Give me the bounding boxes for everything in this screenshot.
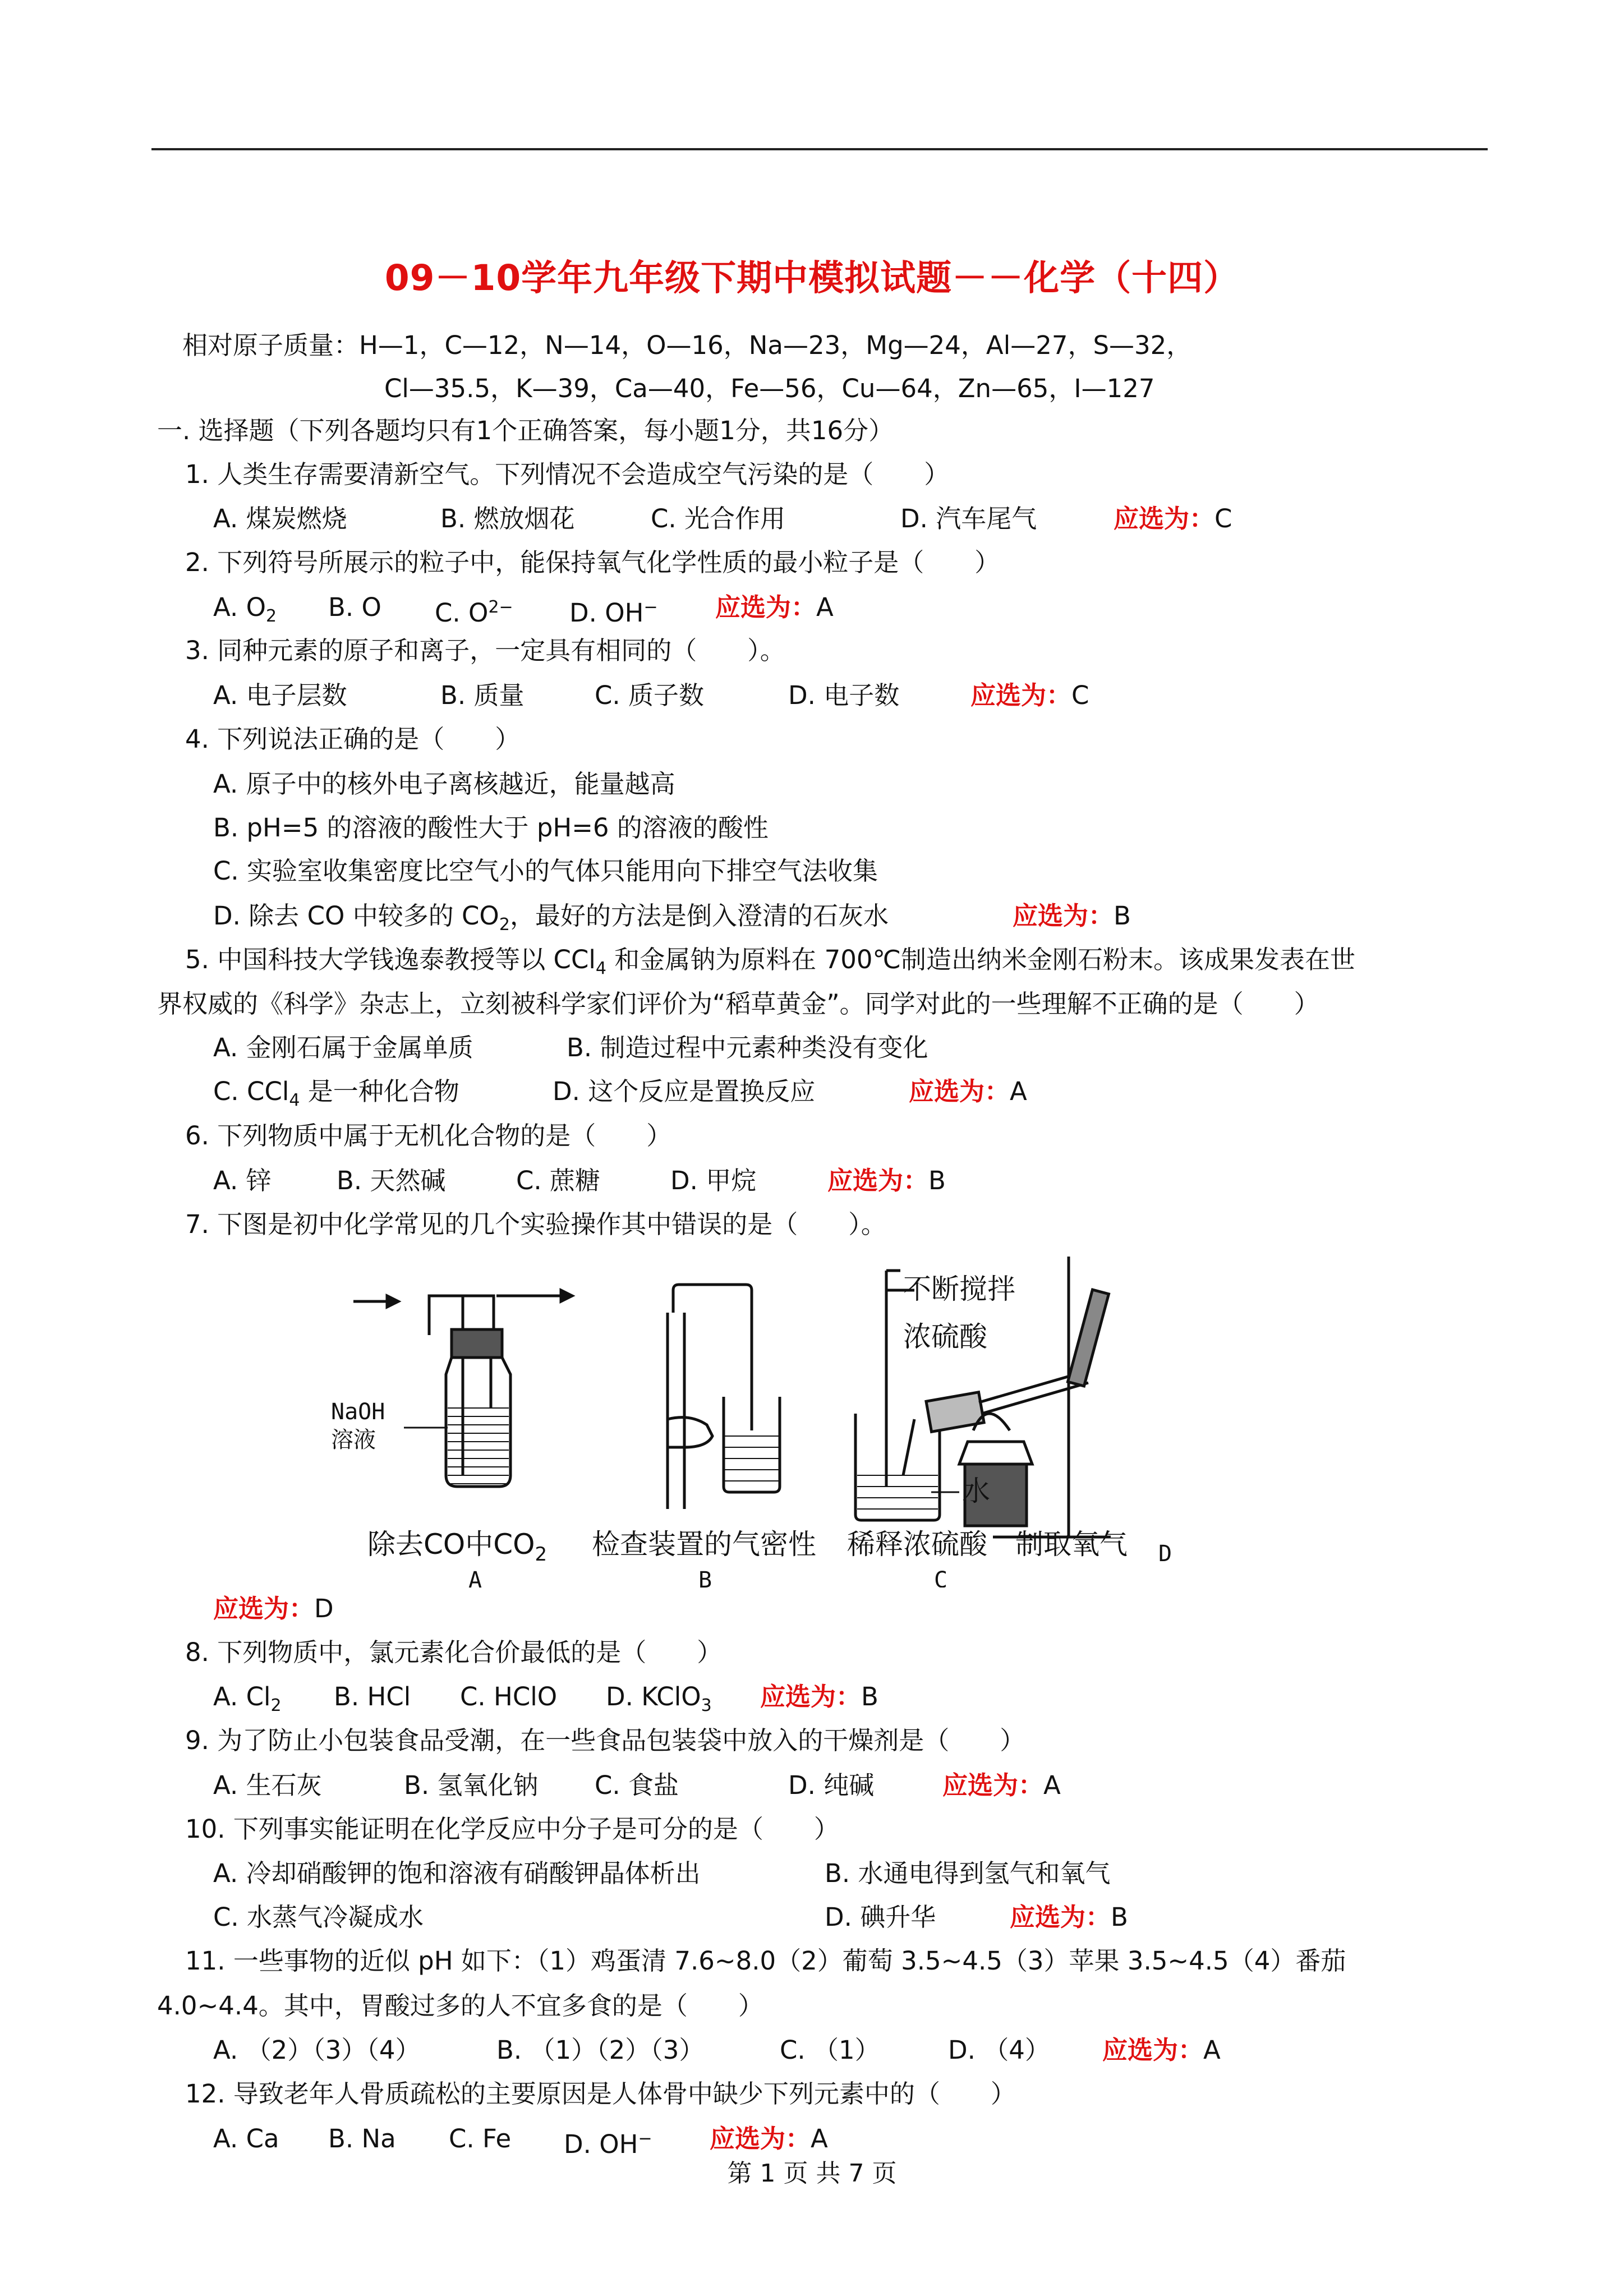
answer-label: 应选为： — [1114, 504, 1215, 533]
experiment-illustration — [320, 1251, 1139, 1588]
q2-c-text: C. O — [435, 598, 489, 628]
q10-answer — [1010, 1902, 1128, 1933]
answer-value: D — [314, 1594, 334, 1623]
apparatus-b-airtightness — [668, 1285, 780, 1509]
q5-c-post: 是一种化合物 — [300, 1076, 459, 1106]
q6-answer — [827, 1165, 946, 1197]
q4-answer — [1013, 900, 1131, 932]
q11-option-a: A. （2）（3）（4） — [213, 2035, 421, 2065]
answer-value: A — [1010, 1076, 1027, 1106]
q8-d-text: D. KClO — [606, 1682, 701, 1711]
answer-label: 应选为： — [715, 592, 817, 622]
experiment-figure — [320, 1251, 1139, 1588]
q3-answer — [970, 680, 1089, 711]
letter-a: A — [468, 1567, 482, 1588]
q8-d-sub: 3 — [701, 1696, 712, 1715]
answer-label: 应选为： — [1010, 1902, 1111, 1932]
answer-value: B — [861, 1682, 878, 1711]
letter-c: C — [934, 1567, 948, 1588]
q8-option-a — [213, 1681, 282, 1722]
q8-option-b: B. HCl — [334, 1682, 411, 1711]
q2-option-c — [435, 592, 513, 629]
q1-answer — [1114, 503, 1232, 535]
q5-option-d: D. 这个反应是置换反应 — [553, 1076, 816, 1106]
q1-option-c: C. 光合作用 — [651, 504, 786, 533]
answer-value: C — [1071, 680, 1089, 710]
q7-answer — [213, 1593, 334, 1625]
q2-option-d — [569, 592, 658, 629]
q4-option-d — [213, 900, 889, 941]
q11-option-d: D. （4） — [948, 2035, 1050, 2065]
page-title: 09－10学年九年级下期中模拟试题－－化学（十四） — [384, 257, 1240, 298]
answer-label: 应选为： — [213, 1594, 315, 1623]
q2-d-sup: − — [643, 597, 658, 617]
question-2-stem: 2. 下列符号所展示的粒子中，能保持氧气化学性质的最小粒子是（ ） — [185, 547, 1000, 577]
question-1-stem: 1. 人类生存需要清新空气。下列情况不会造成空气污染的是（ ） — [185, 459, 950, 489]
q2-option-b: B. O — [328, 592, 381, 622]
stir-label: 不断搅拌 — [903, 1273, 1015, 1305]
answer-label: 应选为： — [710, 2124, 811, 2154]
answer-value: A — [816, 592, 834, 622]
question-10-stem: 10. 下列事实能证明在化学反应中分子是可分的是（ ） — [185, 1814, 839, 1844]
answer-label: 应选为： — [942, 1770, 1044, 1800]
page-footer: 第 1 页 共 7 页 — [727, 2159, 897, 2188]
question-6-stem: 6. 下列物质中属于无机化合物的是（ ） — [185, 1121, 672, 1151]
letter-b: B — [698, 1567, 712, 1588]
answer-value: B — [1114, 901, 1131, 931]
atomic-mass-line-1: 相对原子质量：H—1，C—12，N—14，O—16，Na—23，Mg—24，Al—27，S—32， — [182, 330, 1192, 360]
q5-c-pre: C. CCl — [213, 1076, 289, 1106]
header-rule — [151, 148, 1488, 150]
q8-answer — [760, 1681, 878, 1713]
question-5-stem-line-1 — [185, 944, 1355, 984]
q2-c-sup: 2− — [488, 597, 513, 617]
q5-option-c — [213, 1076, 459, 1116]
letter-d-caption: D — [1158, 1541, 1172, 1567]
answer-value: B — [1111, 1902, 1128, 1932]
q9-option-a: A. 生石灰 — [213, 1770, 322, 1800]
acid-label: 浓硫酸 — [903, 1320, 987, 1353]
question-12-stem: 12. 导致老年人骨质疏松的主要原因是人体骨中缺少下列元素中的（ ） — [185, 2079, 1016, 2109]
water-label: 水 — [962, 1475, 990, 1507]
q11-answer — [1102, 2035, 1221, 2066]
answer-value: A — [1203, 2035, 1221, 2065]
q4-d-sub: 2 — [499, 915, 510, 935]
answer-value: B — [928, 1166, 946, 1195]
question-11-stem-line-1: 11. 一些事物的近似 pH 如下：（1）鸡蛋清 7.6~8.0（2）葡萄 3.5~4.5（3）苹果 3.5~4.5（4）番茄 — [185, 1946, 1346, 1976]
q5-option-b: B. 制造过程中元素种类没有变化 — [567, 1033, 928, 1062]
q8-option-d — [606, 1681, 712, 1722]
q6-option-d: D. 甲烷 — [670, 1166, 757, 1195]
caption-a-sub: 2 — [535, 1543, 548, 1566]
q6-option-b: B. 天然碱 — [337, 1166, 446, 1195]
question-5-stem-line-2: 界权威的《科学》杂志上，立刻被科学家们评价为“稻草黄金”。同学对此的一些理解不正确的是（ ） — [157, 989, 1319, 1019]
question-4-stem: 4. 下列说法正确的是（ ） — [185, 724, 521, 754]
q5-stem-pre: 5. 中国科技大学钱逸泰教授等以 CCl — [185, 945, 596, 974]
q2-a-sub: 2 — [266, 606, 277, 626]
q1-option-a: A. 煤炭燃烧 — [213, 504, 347, 533]
q5-stem-post: 和金属钠为原料在 700℃制造出纳米金刚石粉末。该成果发表在世 — [606, 945, 1356, 974]
q12-option-c: C. Fe — [449, 2124, 512, 2154]
q4-option-c: C. 实验室收集密度比空气小的气体只能用向下排空气法收集 — [213, 856, 878, 886]
q1-option-b: B. 燃放烟花 — [440, 504, 575, 533]
question-9-stem: 9. 为了防止小包装食品受潮，在一些食品包装袋中放入的干燥剂是（ ） — [185, 1726, 1025, 1755]
q4-d-post: ，最好的方法是倒入澄清的石灰水 — [509, 901, 889, 931]
answer-label: 应选为： — [827, 1166, 929, 1195]
q3-option-c: C. 质子数 — [595, 680, 705, 710]
caption-a-text: 除去CO中CO — [367, 1528, 535, 1561]
question-7-stem: 7. 下图是初中化学常见的几个实验操作其中错误的是（ ）。 — [185, 1209, 886, 1239]
q9-answer — [942, 1770, 1061, 1801]
answer-label: 应选为： — [760, 1682, 862, 1711]
caption-c: 稀释浓硫酸 — [847, 1528, 987, 1561]
q8-option-c: C. HClO — [460, 1682, 558, 1711]
q4-option-a: A. 原子中的核外电子离核越近，能量越高 — [213, 769, 675, 799]
answer-value: A — [811, 2124, 828, 2154]
q12-d-text: D. OH — [564, 2129, 638, 2159]
question-3-stem: 3. 同种元素的原子和离子，一定具有相同的（ ）。 — [185, 636, 785, 665]
caption-a — [367, 1528, 547, 1566]
answer-label: 应选为： — [909, 1076, 1010, 1106]
caption-d: 制取氧气 — [1015, 1528, 1128, 1561]
q10-option-b: B. 水通电得到氢气和氧气 — [825, 1858, 1111, 1888]
q11-option-b: B. （1）（2）（3） — [496, 2035, 705, 2065]
q9-option-d: D. 纯碱 — [788, 1770, 875, 1800]
q6-option-c: C. 蔗糖 — [516, 1166, 601, 1195]
q1-option-d: D. 汽车尾气 — [900, 504, 1037, 533]
q8-a-text: A. Cl — [213, 1682, 271, 1711]
section-heading: 一. 选择题（下列各题均只有1个正确答案，每小题1分，共16分） — [157, 416, 894, 445]
naoh-label-1: NaOH — [331, 1399, 385, 1425]
q2-option-a — [213, 592, 277, 632]
q9-option-b: B. 氢氧化钠 — [404, 1770, 539, 1800]
q8-a-sub: 2 — [270, 1696, 282, 1715]
q10-option-d: D. 碘升华 — [825, 1902, 936, 1932]
atomic-mass-line-2: Cl—35.5，K—39，Ca—40，Fe—56，Cu—64，Zn—65，I—127 — [384, 374, 1155, 403]
q5-answer — [909, 1076, 1027, 1107]
q3-option-a: A. 电子层数 — [213, 680, 347, 710]
question-11-stem-line-2: 4.0~4.4。其中，胃酸过多的人不宜多食的是（ ） — [157, 1991, 763, 2021]
q11-option-c: C. （1） — [780, 2035, 880, 2065]
q12-option-a: A. Ca — [213, 2124, 279, 2154]
answer-label: 应选为： — [970, 680, 1072, 710]
q2-answer — [715, 592, 834, 623]
q5-option-a: A. 金刚石属于金属单质 — [213, 1033, 473, 1062]
answer-value: C — [1214, 504, 1232, 533]
q2-d-text: D. OH — [569, 598, 644, 628]
q2-a-text: A. O — [213, 592, 266, 622]
q12-d-sup: − — [638, 2129, 652, 2148]
q3-option-d: D. 电子数 — [788, 680, 900, 710]
q4-d-pre: D. 除去 CO 中较多的 CO — [213, 901, 499, 931]
answer-label: 应选为： — [1013, 901, 1114, 931]
answer-value: A — [1043, 1770, 1061, 1800]
question-8-stem: 8. 下列物质中，氯元素化合价最低的是（ ） — [185, 1637, 723, 1667]
q5-stem-sub: 4 — [595, 959, 606, 978]
q4-option-b: B. pH=5 的溶液的酸性大于 pH=6 的溶液的酸性 — [213, 813, 769, 843]
q5-c-sub: 4 — [289, 1091, 300, 1110]
q3-option-b: B. 质量 — [440, 680, 525, 710]
q12-option-b: B. Na — [328, 2124, 396, 2154]
naoh-label-2: 溶液 — [331, 1427, 376, 1453]
q6-option-a: A. 锌 — [213, 1166, 272, 1195]
apparatus-a-bottle — [353, 1290, 572, 1487]
q10-option-a: A. 冷却硝酸钾的饱和溶液有硝酸钾晶体析出 — [213, 1858, 701, 1888]
answer-label: 应选为： — [1102, 2035, 1204, 2065]
q12-answer — [710, 2123, 828, 2155]
q9-option-c: C. 食盐 — [595, 1770, 679, 1800]
caption-b: 检查装置的气密性 — [592, 1528, 816, 1561]
q10-option-c: C. 水蒸气冷凝成水 — [213, 1902, 424, 1932]
